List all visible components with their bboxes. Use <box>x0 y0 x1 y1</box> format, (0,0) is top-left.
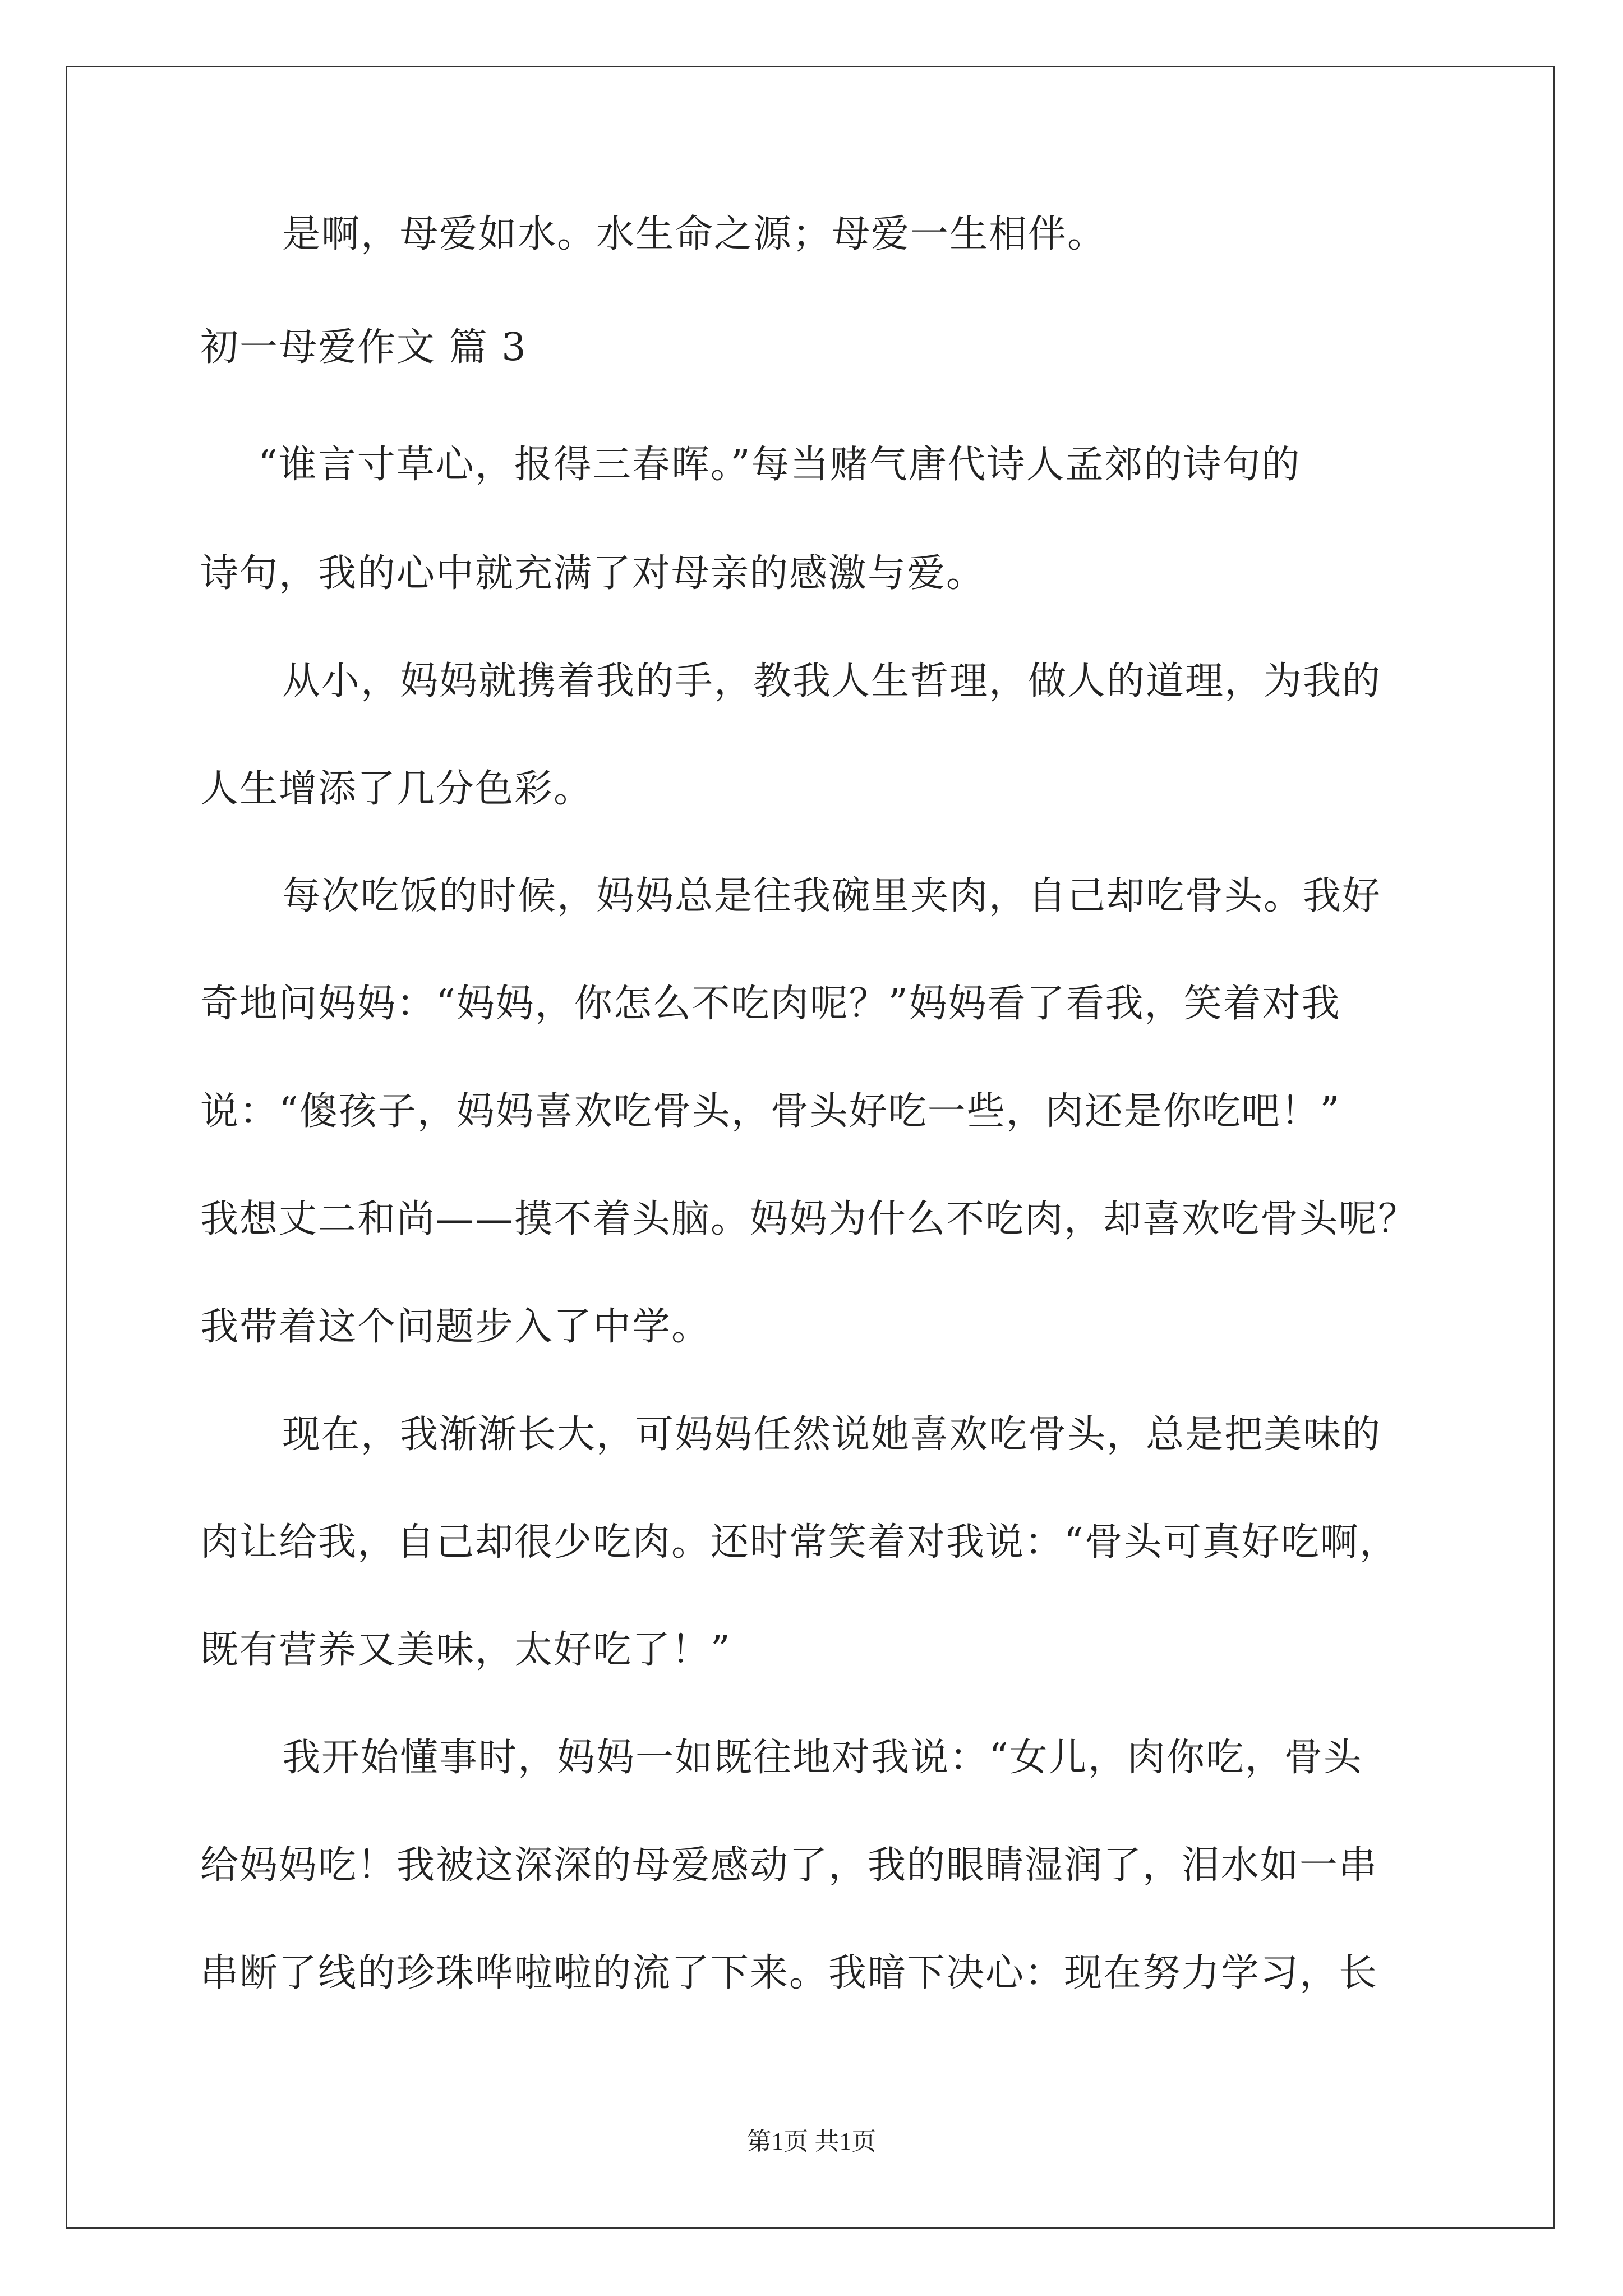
page-border <box>66 66 1555 2229</box>
text-line: 我想丈二和尚——摸不着头脑。妈妈为什么不吃肉，却喜欢吃骨头呢？ <box>200 1197 1418 1241</box>
text-line: 既有营养又美味，太好吃了！” <box>200 1628 731 1672</box>
text-line: 现在，我渐渐长大，可妈妈任然说她喜欢吃骨头，总是把美味的 <box>282 1412 1382 1457</box>
text-line: 是啊，母爱如水。水生命之源；母爱一生相伴。 <box>282 212 1107 256</box>
text-line: 从小，妈妈就携着我的手，教我人生哲理，做人的道理，为我的 <box>282 659 1382 703</box>
text-line: 说：“傻孩子，妈妈喜欢吃骨头，骨头好吃一些，肉还是你吃吧！” <box>200 1089 1341 1134</box>
text-line: 我开始懂事时，妈妈一如既往地对我说：“女儿，肉你吃，骨头 <box>282 1736 1363 1780</box>
text-line: 诗句，我的心中就充满了对母亲的感激与爱。 <box>200 551 986 596</box>
page-footer: 第1页 共1页 <box>746 2128 877 2155</box>
text-line: 人生增添了几分色彩。 <box>200 767 593 811</box>
text-line: 我带着这个问题步入了中学。 <box>200 1305 711 1349</box>
text-line: “谁言寸草心，报得三春晖。”每当赌气唐代诗人孟郊的诗句的 <box>258 443 1301 487</box>
text-line: 肉让给我，自己却很少吃肉。还时常笑着对我说：“骨头可真好吃啊， <box>200 1520 1399 1565</box>
text-line: 每次吃饭的时候，妈妈总是往我碗里夹肉，自己却吃骨头。我好 <box>282 874 1382 918</box>
section-heading: 初一母爱作文 篇 3 <box>200 325 527 370</box>
text-line: 给妈妈吃！我被这深深的母爱感动了，我的眼睛湿润了，泪水如一串 <box>200 1843 1378 1888</box>
text-line: 奇地问妈妈：“妈妈，你怎么不吃肉呢？”妈妈看了看我，笑着对我 <box>200 982 1341 1026</box>
text-line: 串断了线的珍珠哗啦啦的流了下来。我暗下决心：现在努力学习，长 <box>200 1951 1378 1995</box>
